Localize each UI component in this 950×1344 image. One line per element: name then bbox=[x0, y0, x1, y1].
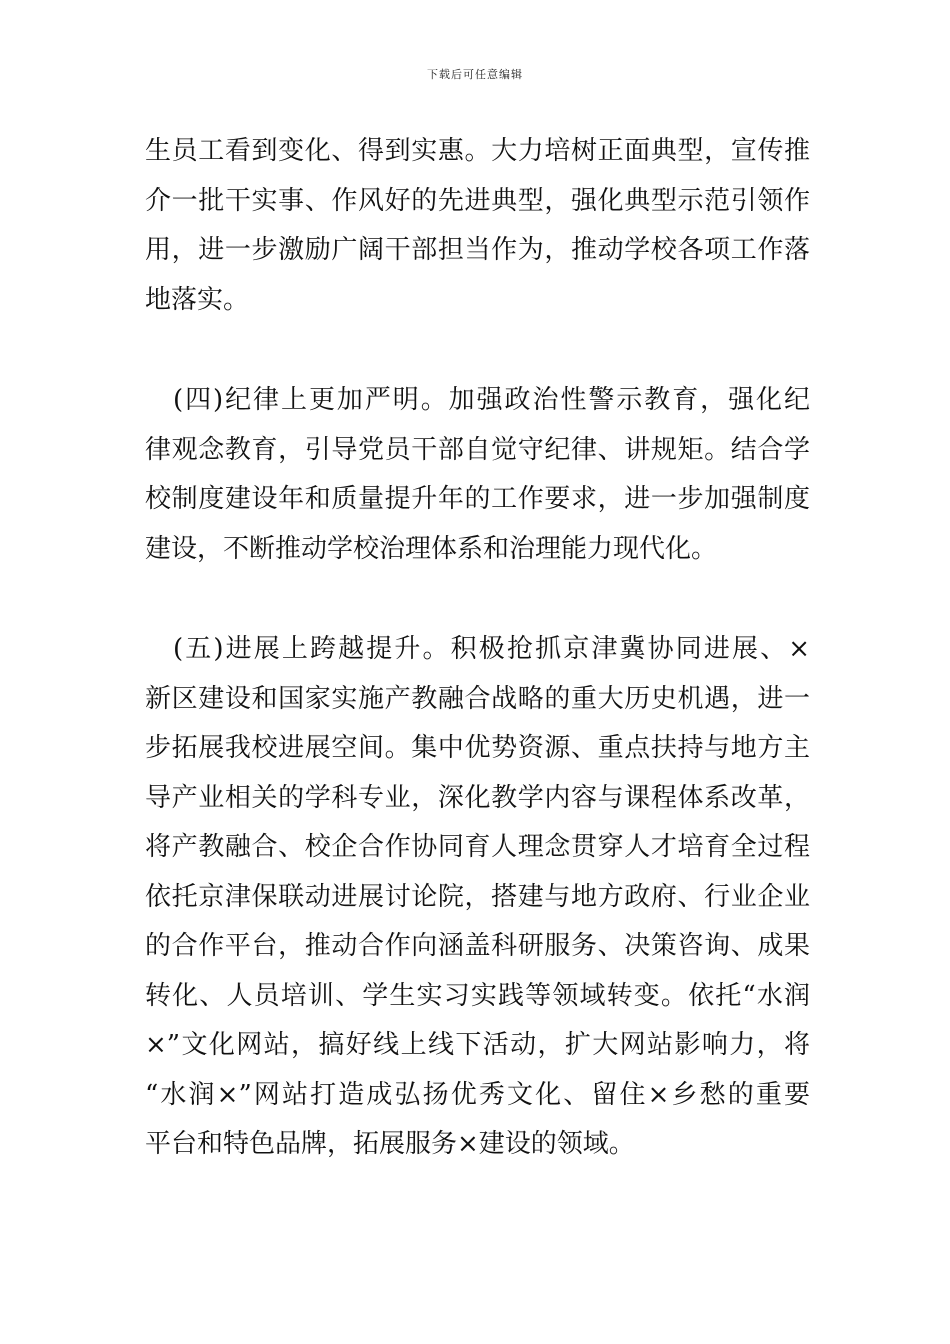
paragraph-line: 依托京津保联动进展讨论院，搭建与地方政府、行业企业 bbox=[145, 881, 810, 912]
paragraph-line: 建设，不断推动学校治理体系和治理能力现代化。 bbox=[145, 533, 718, 564]
paragraph-line: (四)纪律上更加严明。加强政治性警示教育，强化纪 bbox=[173, 385, 810, 415]
paragraph-line: 校制度建设年和质量提升年的工作要求，进一步加强制度 bbox=[145, 484, 810, 514]
paragraph-line: 将产教融合、校企合作协同育人理念贯穿人才培育全过程 bbox=[145, 832, 810, 862]
paragraph-line: 生员工看到变化、得到实惠。大力培树正面典型，宣传推 bbox=[145, 136, 810, 166]
paragraph-2 bbox=[145, 376, 810, 574]
paragraph-line: 步拓展我校进展空间。集中优势资源、重点扶持与地方主 bbox=[145, 733, 810, 763]
paragraph-line: 平台和特色品牌，拓展服务×建设的领域。 bbox=[145, 1129, 635, 1159]
paragraph-line: ×”文化网站，搞好线上线下活动，扩大网站影响力，将 bbox=[145, 1030, 810, 1060]
paragraph-1 bbox=[145, 127, 810, 325]
paragraph-line: 介一批干实事、作风好的先进典型，强化典型示范引领作 bbox=[145, 185, 810, 216]
paragraph-line: 地落实。 bbox=[145, 284, 250, 315]
paragraph-line: (五)进展上跨越提升。积极抢抓京津冀协同进展、× bbox=[173, 634, 810, 664]
paragraph-3 bbox=[145, 625, 810, 1170]
paragraph-line: 的合作平台，推动合作向涵盖科研服务、决策咨询、成果 bbox=[145, 931, 810, 961]
paragraph-line: 用，进一步激励广阔干部担当作为，推动学校各项工作落 bbox=[145, 235, 810, 265]
paragraph-line: 转化、人员培训、学生实习实践等领域转变。依托“水润 bbox=[145, 980, 810, 1011]
paragraph-line: 律观念教育，引导党员干部自觉守纪律、讲规矩。结合学 bbox=[145, 434, 810, 465]
paragraph-line: 导产业相关的学科专业，深化教学内容与课程体系改革， bbox=[145, 782, 810, 813]
paragraph-line: “水润×”网站打造成弘扬优秀文化、留住×乡愁的重要 bbox=[145, 1079, 810, 1110]
page-header-note: 下载后可任意编辑 bbox=[427, 68, 523, 81]
paragraph-line: 新区建设和国家实施产教融合战略的重大历史机遇，进一 bbox=[145, 683, 810, 714]
